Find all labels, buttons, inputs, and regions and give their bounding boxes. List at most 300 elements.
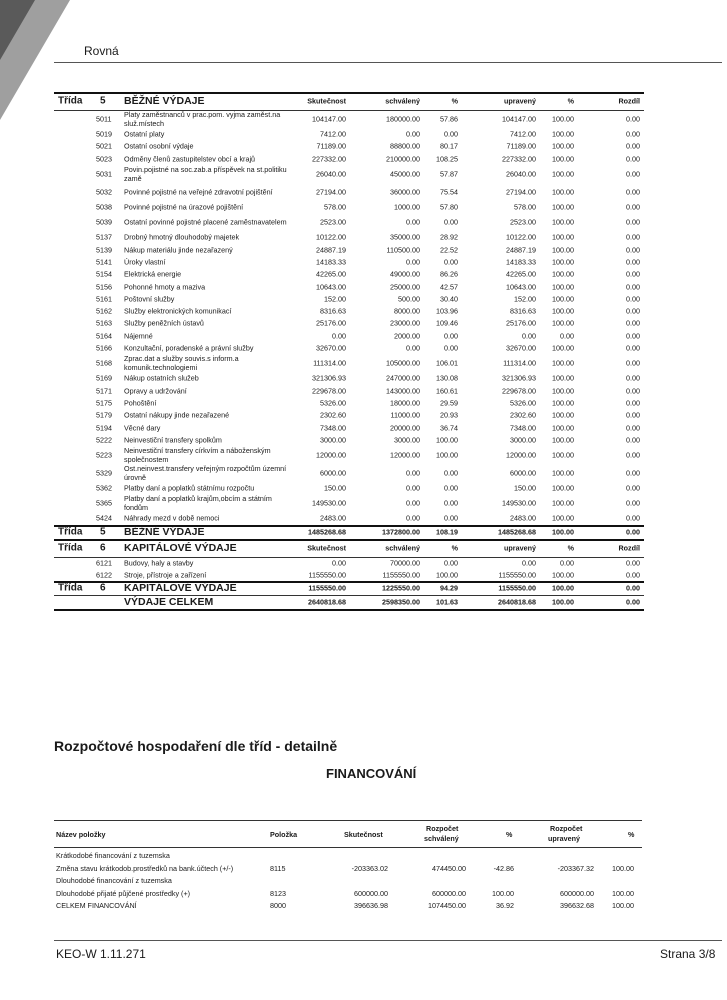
cell-value: 0.00 <box>444 257 458 267</box>
total-value: 94.29 <box>440 583 458 593</box>
table-row <box>54 409 648 421</box>
cell-value: 150.00 <box>514 483 536 493</box>
cell-value: 2302.60 <box>510 410 536 420</box>
table-row <box>54 421 648 433</box>
item-name: Platy zaměstnanců v prac.pom. vyjma zaměst.na služ.místech <box>124 110 281 128</box>
cell-value: 7348.00 <box>320 423 346 433</box>
cell-value: 130.08 <box>436 373 458 383</box>
cell-value: 11000.00 <box>390 410 420 420</box>
financing-row-value: 396632.68 <box>560 901 594 910</box>
cell-value: 0.00 <box>444 483 458 493</box>
total-value: 0.00 <box>626 527 640 537</box>
cell-value: 10643.00 <box>316 282 346 292</box>
item-name: Opravy a udržování <box>124 386 187 396</box>
total-value: 2640818.68 <box>498 597 536 607</box>
cell-value: 321306.93 <box>502 373 536 383</box>
cell-value: 0.00 <box>332 558 346 568</box>
item-name: Odměny členů zastupitelstev obcí a krajů <box>124 154 256 164</box>
cell-value: 24887.19 <box>316 245 346 255</box>
col-item-header: Položka <box>270 830 298 839</box>
total-value: 1372800.00 <box>382 527 420 537</box>
financing-row-value: 600000.00 <box>432 888 466 898</box>
financing-rule <box>54 820 642 821</box>
cell-value: 100.00 <box>552 169 574 179</box>
cell-value: 32670.00 <box>506 343 536 353</box>
cell-value: 0.00 <box>626 169 640 179</box>
cell-value: 27194.00 <box>316 187 346 197</box>
col-approved-header: Rozpočet <box>426 824 459 833</box>
cell-value: 152.00 <box>514 294 536 304</box>
cell-value: 0.00 <box>626 386 640 396</box>
item-code: 6121 <box>96 558 112 568</box>
cell-value: 57.87 <box>440 169 458 179</box>
item-code: 5222 <box>96 435 112 445</box>
cell-value: 0.00 <box>626 410 640 420</box>
column-header: Skutečnost <box>307 543 346 553</box>
cell-value: 45000.00 <box>390 169 420 179</box>
cell-value: 2523.00 <box>510 217 536 227</box>
cell-value: 227332.00 <box>502 154 536 164</box>
class-title: KAPITÁLOVÉ VÝDAJE <box>124 541 237 554</box>
cell-value: 149530.00 <box>502 498 536 508</box>
item-code: 5154 <box>96 269 112 279</box>
item-name: Ostatní povinné pojistné placené zaměstnavatelem <box>124 217 287 227</box>
cell-value: 5326.00 <box>510 398 536 408</box>
cell-value: 578.00 <box>324 202 346 212</box>
cell-value: 100.00 <box>552 294 574 304</box>
cell-value: 0.00 <box>626 373 640 383</box>
cell-value: 0.00 <box>626 435 640 445</box>
cell-value: 105000.00 <box>386 358 420 368</box>
financing-row-value: 36.92 <box>496 901 514 910</box>
cell-value: 0.00 <box>626 450 640 460</box>
item-code: 5023 <box>96 154 112 164</box>
cell-value: 0.00 <box>626 358 640 368</box>
cell-value: 100.00 <box>552 498 574 508</box>
cell-value: 100.00 <box>552 129 574 139</box>
item-name: Služby elektronických komunikací <box>124 306 232 316</box>
total-title: VÝDAJE CELKEM <box>124 595 214 608</box>
total-value: 100.00 <box>552 597 574 607</box>
item-name: Platby daní a poplatků státnímu rozpočtu <box>124 483 255 493</box>
item-code: 5011 <box>96 114 112 124</box>
cell-value: 100.00 <box>552 232 574 242</box>
cell-value: 18000.00 <box>390 398 420 408</box>
cell-value: 8316.63 <box>320 306 346 316</box>
table-row <box>54 557 648 569</box>
cell-value: 0.00 <box>406 468 420 478</box>
cell-value: 578.00 <box>514 202 536 212</box>
item-code: 5162 <box>96 306 112 316</box>
cell-value: 0.00 <box>444 558 458 568</box>
class-label: Třída <box>58 542 83 554</box>
cell-value: 1155550.00 <box>308 570 346 580</box>
financing-row-value: 100.00 <box>492 888 514 898</box>
item-name: Ostatní osobní výdaje <box>124 141 194 151</box>
cell-value: 100.00 <box>552 450 574 460</box>
cell-value: 3000.00 <box>394 435 420 445</box>
cell-value: 20000.00 <box>390 423 420 433</box>
cell-value: 3000.00 <box>320 435 346 445</box>
table-row <box>54 569 648 581</box>
item-code: 5021 <box>96 141 112 151</box>
table-row <box>54 213 648 231</box>
cell-value: 100.00 <box>552 483 574 493</box>
cell-value: 0.00 <box>626 558 640 568</box>
cell-value: 10122.00 <box>506 232 536 242</box>
cell-value: 160.61 <box>436 386 458 396</box>
cell-value: 0.00 <box>626 217 640 227</box>
table-row <box>54 305 648 317</box>
item-code: 5038 <box>96 202 112 212</box>
cell-value: 29.59 <box>440 398 458 408</box>
total-value: 2640818.68 <box>308 597 346 607</box>
item-name: Ost.neinvest.transfery veřejným rozpočtům územní úrovně <box>124 464 287 482</box>
table-row <box>54 446 648 464</box>
cell-value: 24887.19 <box>506 245 536 255</box>
item-code: 5163 <box>96 318 112 328</box>
item-name: Elektrická energie <box>124 269 182 279</box>
cell-value: 0.00 <box>406 343 420 353</box>
item-code: 5139 <box>96 245 112 255</box>
table-row <box>54 244 648 256</box>
item-name: Budovy, haly a stavby <box>124 558 194 568</box>
cell-value: 0.00 <box>406 483 420 493</box>
financing-row-name: Dlouhodobé financování z tuzemska <box>56 876 172 885</box>
cell-value: 25176.00 <box>506 318 536 328</box>
column-header: schválený <box>385 96 420 106</box>
financing-row-item: 8123 <box>270 888 286 898</box>
table-row <box>54 140 648 152</box>
cell-value: 28.92 <box>440 232 458 242</box>
cell-value: 104147.00 <box>312 114 346 124</box>
cell-value: 0.00 <box>626 468 640 478</box>
cell-value: 14183.33 <box>316 257 346 267</box>
cell-value: 36.74 <box>440 423 458 433</box>
cell-value: 0.00 <box>626 257 640 267</box>
cell-value: 0.00 <box>626 306 640 316</box>
class-title: BĚŽNÉ VÝDAJE <box>124 95 205 107</box>
class-label: Třída <box>58 95 83 107</box>
cell-value: 0.00 <box>626 245 640 255</box>
cell-value: 100.00 <box>552 154 574 164</box>
table-row <box>54 434 648 446</box>
item-code: 5179 <box>96 410 112 420</box>
item-code: 5424 <box>96 513 112 523</box>
total-value: 1155550.00 <box>308 583 346 593</box>
item-code: 5164 <box>96 331 112 341</box>
cell-value: 100.00 <box>552 386 574 396</box>
cell-value: 0.00 <box>626 187 640 197</box>
cell-value: 0.00 <box>626 570 640 580</box>
total-value: 108.19 <box>436 527 458 537</box>
item-code: 6122 <box>96 570 112 580</box>
item-name: Stroje, přístroje a zařízení <box>124 570 207 580</box>
item-code: 5362 <box>96 483 112 493</box>
cell-value: 100.00 <box>552 435 574 445</box>
cell-value: 49000.00 <box>390 269 420 279</box>
cell-value: 3000.00 <box>510 435 536 445</box>
financing-row-value: -42.86 <box>493 863 514 873</box>
table-rule <box>54 609 644 611</box>
column-header: schválený <box>385 543 420 553</box>
cell-value: 0.00 <box>626 318 640 328</box>
cell-value: 103.96 <box>436 306 458 316</box>
cell-value: 0.00 <box>626 232 640 242</box>
class-header-row <box>54 539 648 557</box>
table-row <box>54 494 648 512</box>
cell-value: 100.00 <box>552 423 574 433</box>
cell-value: 100.00 <box>552 257 574 267</box>
table-row <box>54 385 648 397</box>
total-value: 101.63 <box>436 597 458 607</box>
cell-value: 6000.00 <box>320 468 346 478</box>
cell-value: 0.00 <box>626 331 640 341</box>
cell-value: 2302.60 <box>320 410 346 420</box>
cell-value: 23000.00 <box>390 318 420 328</box>
financing-row-value: 396636.98 <box>354 901 388 910</box>
item-name: Neinvestiční transfery církvím a náboženským společnostem <box>124 446 271 464</box>
cell-value: 111314.00 <box>313 358 346 368</box>
cell-value: 0.00 <box>444 129 458 139</box>
column-header: upravený <box>504 543 536 553</box>
column-header: % <box>451 543 458 553</box>
cell-value: 143000.00 <box>386 386 420 396</box>
cell-value: 0.00 <box>444 331 458 341</box>
page-header-title: Rovná <box>84 44 119 58</box>
financing-row-value: 100.00 <box>612 901 634 910</box>
item-name: Náhrady mezd v době nemoci <box>124 513 220 523</box>
financing-row-value: 600000.00 <box>354 888 388 898</box>
item-name: Neinvestiční transfery spolkům <box>124 435 222 445</box>
cell-value: 500.00 <box>398 294 420 304</box>
cell-value: 12000.00 <box>316 450 346 460</box>
cell-value: 12000.00 <box>506 450 536 460</box>
cell-value: 35000.00 <box>390 232 420 242</box>
financing-row-value: 600000.00 <box>560 888 594 898</box>
cell-value: 0.00 <box>444 217 458 227</box>
cell-value: 100.00 <box>552 141 574 151</box>
total-value: 100.00 <box>552 583 574 593</box>
cell-value: 7348.00 <box>510 423 536 433</box>
item-code: 5032 <box>96 187 112 197</box>
cell-value: 100.00 <box>552 202 574 212</box>
cell-value: 0.00 <box>626 129 640 139</box>
table-row <box>54 397 648 409</box>
total-row <box>54 525 648 539</box>
cell-value: 106.01 <box>436 358 458 368</box>
financing-row-name: Změna stavu krátkodob.prostředků na bank.účtech (+/-) <box>56 863 234 873</box>
cell-value: 42265.00 <box>506 269 536 279</box>
table-row <box>54 201 648 213</box>
column-header: Skutečnost <box>307 96 346 106</box>
cell-value: 10643.00 <box>506 282 536 292</box>
total-value: 0.00 <box>626 583 640 593</box>
cell-value: 26040.00 <box>316 169 346 179</box>
item-code: 5171 <box>96 386 112 396</box>
cell-value: 229678.00 <box>312 386 346 396</box>
cell-value: 100.00 <box>552 282 574 292</box>
cell-value: 57.86 <box>440 114 458 124</box>
cell-value: 100.00 <box>552 398 574 408</box>
table-row <box>54 372 648 384</box>
financing-row-value: 1074450.00 <box>428 901 466 910</box>
table-row <box>54 153 648 165</box>
item-code: 5161 <box>96 294 112 304</box>
table-row <box>54 317 648 329</box>
item-name: Úroky vlastní <box>124 257 166 267</box>
table-row <box>54 464 648 482</box>
class-label: Třída <box>58 582 83 594</box>
financing-row-value: 100.00 <box>612 863 634 873</box>
class-label: Třída <box>58 526 83 538</box>
table-row <box>54 482 648 494</box>
column-header: Rozdíl <box>618 543 640 553</box>
col-pct2-header: % <box>628 830 635 839</box>
table-row <box>54 268 648 280</box>
item-code: 5156 <box>96 282 112 292</box>
cell-value: 0.00 <box>626 423 640 433</box>
cell-value: 12000.00 <box>390 450 420 460</box>
cell-value: 100.00 <box>552 306 574 316</box>
cell-value: 180000.00 <box>386 114 420 124</box>
cell-value: 100.00 <box>552 358 574 368</box>
item-name: Nákup materiálu jinde nezařazený <box>124 245 233 255</box>
item-code: 5031 <box>96 169 112 179</box>
cell-value: 7412.00 <box>510 129 536 139</box>
cell-value: 100.00 <box>552 373 574 383</box>
col-name-header: Název položky <box>56 830 106 839</box>
item-code: 5194 <box>96 423 112 433</box>
col-pct-header: % <box>506 830 513 839</box>
item-name: Pohonné hmoty a maziva <box>124 282 206 292</box>
cell-value: 110500.00 <box>386 245 420 255</box>
table-row <box>54 165 648 183</box>
item-code: 5137 <box>96 232 112 242</box>
table-row <box>54 354 648 372</box>
cell-value: 0.00 <box>406 513 420 523</box>
cell-value: 75.54 <box>440 187 458 197</box>
cell-value: 30.40 <box>440 294 458 304</box>
cell-value: 100.00 <box>552 114 574 124</box>
cell-value: 25176.00 <box>316 318 346 328</box>
cell-value: 0.00 <box>406 129 420 139</box>
cell-value: 0.00 <box>560 331 574 341</box>
cell-value: 8316.63 <box>510 306 536 316</box>
table-row <box>54 231 648 243</box>
cell-value: 111314.00 <box>503 358 536 368</box>
cell-value: 104147.00 <box>502 114 536 124</box>
class-number: 5 <box>100 526 106 538</box>
table-row <box>54 342 648 354</box>
class-number: 6 <box>100 542 106 554</box>
cell-value: 1155550.00 <box>498 570 536 580</box>
financing-row-value: 474450.00 <box>432 863 466 873</box>
item-code: 5141 <box>96 257 112 267</box>
cell-value: 0.00 <box>626 282 640 292</box>
total-title: BĚŽNÉ VÝDAJE <box>124 525 205 538</box>
financing-row-name: Krátkodobé financování z tuzemska <box>56 851 170 860</box>
cell-value: 100.00 <box>436 450 458 460</box>
cell-value: 0.00 <box>626 513 640 523</box>
cell-value: 27194.00 <box>506 187 536 197</box>
table-row <box>54 183 648 201</box>
cell-value: 2523.00 <box>320 217 346 227</box>
financing-row-item: 8115 <box>270 863 286 873</box>
cell-value: 100.00 <box>552 269 574 279</box>
footer-divider <box>54 940 722 941</box>
cell-value: 25000.00 <box>390 282 420 292</box>
item-name: Nákup ostatních služeb <box>124 373 199 383</box>
class-header-row <box>54 92 648 110</box>
cell-value: 0.00 <box>626 114 640 124</box>
item-name: Věcné dary <box>124 423 161 433</box>
item-code: 5365 <box>96 498 112 508</box>
cell-value: 150.00 <box>324 483 346 493</box>
footer-page-number: Strana 3/8 <box>660 947 716 961</box>
cell-value: 22.52 <box>440 245 458 255</box>
cell-value: 0.00 <box>406 217 420 227</box>
cell-value: 6000.00 <box>510 468 536 478</box>
total-value: 100.00 <box>552 527 574 537</box>
cell-value: 100.00 <box>552 410 574 420</box>
cell-value: 2000.00 <box>394 331 420 341</box>
total-row <box>54 581 648 595</box>
cell-value: 0.00 <box>522 558 536 568</box>
cell-value: 100.00 <box>552 343 574 353</box>
cell-value: 152.00 <box>324 294 346 304</box>
column-header: % <box>451 96 458 106</box>
item-code: 5175 <box>96 398 112 408</box>
item-name: Povinné pojistné na veřejné zdravotní pojištění <box>124 187 273 197</box>
item-code: 5039 <box>96 217 112 227</box>
class-number: 5 <box>100 95 106 107</box>
col-adjusted-header: Rozpočet <box>550 824 583 833</box>
total-value: 1155550.00 <box>498 583 536 593</box>
col-adjusted-header-2: upravený <box>548 834 580 843</box>
table-row <box>54 280 648 292</box>
financing-row-name: Dlouhodobé přijaté půjčené prostředky (+) <box>56 888 191 898</box>
cell-value: 0.00 <box>444 498 458 508</box>
cell-value: 0.00 <box>626 141 640 151</box>
cell-value: 229678.00 <box>502 386 536 396</box>
cell-value: 0.00 <box>626 398 640 408</box>
cell-value: 100.00 <box>436 435 458 445</box>
cell-value: 100.00 <box>552 187 574 197</box>
cell-value: 0.00 <box>626 483 640 493</box>
cell-value: 0.00 <box>626 343 640 353</box>
cell-value: 86.26 <box>440 269 458 279</box>
item-code: 5329 <box>96 468 112 478</box>
total-title: KAPITÁLOVÉ VÝDAJE <box>124 581 237 594</box>
cell-value: 0.00 <box>444 343 458 353</box>
item-name: Nájemné <box>124 331 153 341</box>
cell-value: 210000.00 <box>386 154 420 164</box>
table-row <box>54 293 648 305</box>
item-code: 5169 <box>96 373 112 383</box>
col-approved-header-2: schválený <box>424 834 459 843</box>
column-header: upravený <box>504 96 536 106</box>
financing-grid <box>54 820 640 920</box>
financing-rule <box>54 847 642 848</box>
total-value: 1485268.68 <box>498 527 536 537</box>
cell-value: 0.00 <box>406 257 420 267</box>
cell-value: 7412.00 <box>320 129 346 139</box>
financing-row-item: 8000 <box>270 901 286 910</box>
total-row <box>54 595 648 609</box>
cell-value: 70000.00 <box>390 558 420 568</box>
cell-value: 100.00 <box>436 570 458 580</box>
